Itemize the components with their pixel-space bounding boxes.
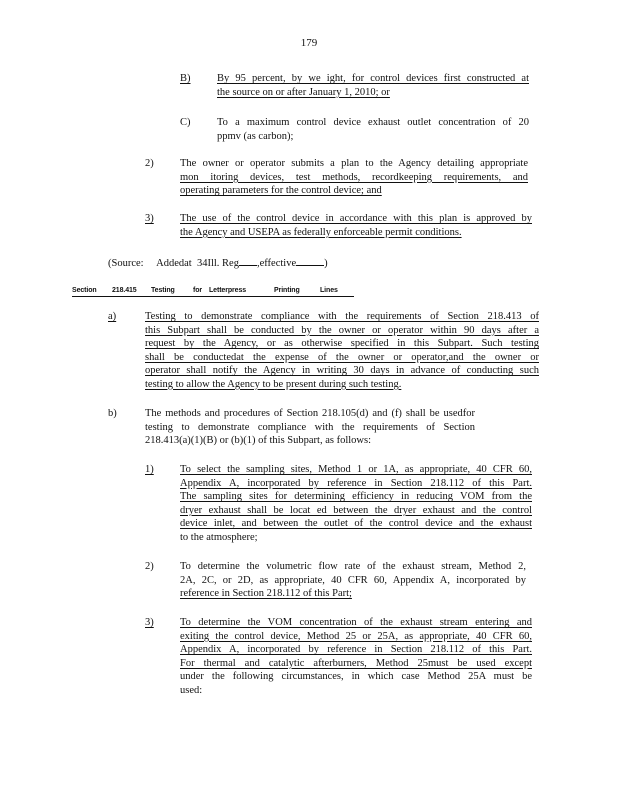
item-label-b2: 2) xyxy=(145,561,154,572)
text-line: testing to demonstrate compliance with the requirements of Section xyxy=(145,421,475,433)
section-number: 218.415 xyxy=(112,287,137,294)
subsection-a-text xyxy=(145,310,539,391)
text-line: operating parameters for the control device; and xyxy=(180,185,382,196)
text-line: the source on or after January 1, 2010; or xyxy=(217,86,390,98)
text-line: under the following circumstances, in which case Method 25A must be xyxy=(180,671,532,682)
item-label-b1: 1) xyxy=(145,464,154,475)
text-line: testing to allow the Agency to be present during such testing. xyxy=(145,378,402,390)
item-label-2: 2) xyxy=(145,158,154,169)
item-c-text xyxy=(217,116,529,143)
text-line: To a maximum control device exhaust outlet concentration of 20 xyxy=(217,117,529,128)
item-b3-text xyxy=(180,616,532,697)
source-effective: ,effective xyxy=(256,258,297,269)
text-line: 218.413(a)(1)(B) or (b)(1) of this Subpart, as follows: xyxy=(145,435,371,446)
section-word: Testing xyxy=(151,287,175,294)
text-line: mon itoring devices, test methods, recordkeeping requirements, and xyxy=(180,171,528,183)
text-line: Testing to demonstrate compliance with the requirements of Section 218.413 of xyxy=(145,311,539,322)
text-line: to the atmosphere; xyxy=(180,531,258,543)
text-line: Appendix A, incorporated by reference in Section 218.112 of this Part. xyxy=(180,644,532,655)
text-line: used: xyxy=(180,684,203,696)
text-line: To determine the volumetric flow rate of the exhaust stream, Method 2, xyxy=(180,561,526,572)
subsection-label-b: b) xyxy=(108,408,117,419)
text-line: dryer exhaust shall be locat ed between the dryer exhaust and the control xyxy=(180,504,532,516)
blank-line xyxy=(239,255,257,266)
text-line: For thermal and catalytic afterburners, Method 25must be used except xyxy=(180,657,532,669)
text-line: The owner or operator submits a plan to the Agency detailing appropriate xyxy=(180,158,528,169)
text-line: 2A, 2C, or 2D, as appropriate, 40 CFR 60, Appendix A, incorporated by xyxy=(180,574,526,586)
text-line: To determine the VOM concentration of the exhaust stream entering and xyxy=(180,617,532,628)
item-b1-text xyxy=(180,463,532,544)
text-line: The methods and procedures of Section 218.105(d) and (f) shall be usedfor xyxy=(145,408,475,419)
text-line: the Agency and USEPA as federally enforceable permit conditions. xyxy=(180,226,462,238)
text-line: The sampling sites for determining efficiency in reducing VOM from the xyxy=(180,491,532,502)
source-note xyxy=(108,255,328,271)
item-label-3: 3) xyxy=(145,213,154,224)
item-label-c: C) xyxy=(180,117,191,128)
item-3-text xyxy=(180,212,532,239)
blank-line xyxy=(296,255,324,266)
source-close: ) xyxy=(324,258,328,269)
text-line: The use of the control device in accordance with this plan is approved by xyxy=(180,213,532,224)
text-line: shall be conductedat the expense of the owner or operator,and the owner or xyxy=(145,351,539,363)
text-line: this Subpart shall be conducted by the owner or operator within 90 days after a xyxy=(145,324,539,336)
section-word: Section xyxy=(72,287,97,294)
text-line: By 95 percent, by we ight, for control devices first constructed at xyxy=(217,73,529,84)
subsection-label-a: a) xyxy=(108,311,117,322)
text-line: Appendix A, incorporated by reference in Section 218.112 of this Part. xyxy=(180,477,532,489)
item-2-text xyxy=(180,157,528,198)
source-prefix: (Source: xyxy=(108,258,144,269)
source-added: Addedat 34Ill. Reg xyxy=(156,258,239,269)
text-line: device inlet, and between the outlet of the control device and the exhaust xyxy=(180,518,532,529)
text-line: reference in Section 218.112 of this Part; xyxy=(180,588,352,599)
section-word: Lines xyxy=(320,287,338,294)
text-line: exiting the control device, Method 25 or 25A, as appropriate, 40 CFR 60, xyxy=(180,630,532,642)
item-label-b3: 3) xyxy=(145,617,154,628)
text-line: operator shall notify the Agency in writing 30 days in advance of conducting such xyxy=(145,365,539,376)
item-b-text xyxy=(217,72,529,99)
section-word: for xyxy=(193,287,203,294)
section-word: Letterpress xyxy=(209,287,247,294)
section-heading xyxy=(72,284,354,297)
text-line: To select the sampling sites, Method 1 or 1A, as appropriate, 40 CFR 60, xyxy=(180,464,532,475)
item-b2-text xyxy=(180,560,526,601)
subsection-b-text xyxy=(145,407,475,448)
text-line: request by the Agency, or as otherwise specified in this Subpart. Such testing xyxy=(145,338,539,349)
page-number: 179 xyxy=(300,37,318,49)
text-line: ppmv (as carbon); xyxy=(217,130,294,142)
section-word: Printing xyxy=(274,287,300,294)
item-label-b: B) xyxy=(180,73,191,84)
